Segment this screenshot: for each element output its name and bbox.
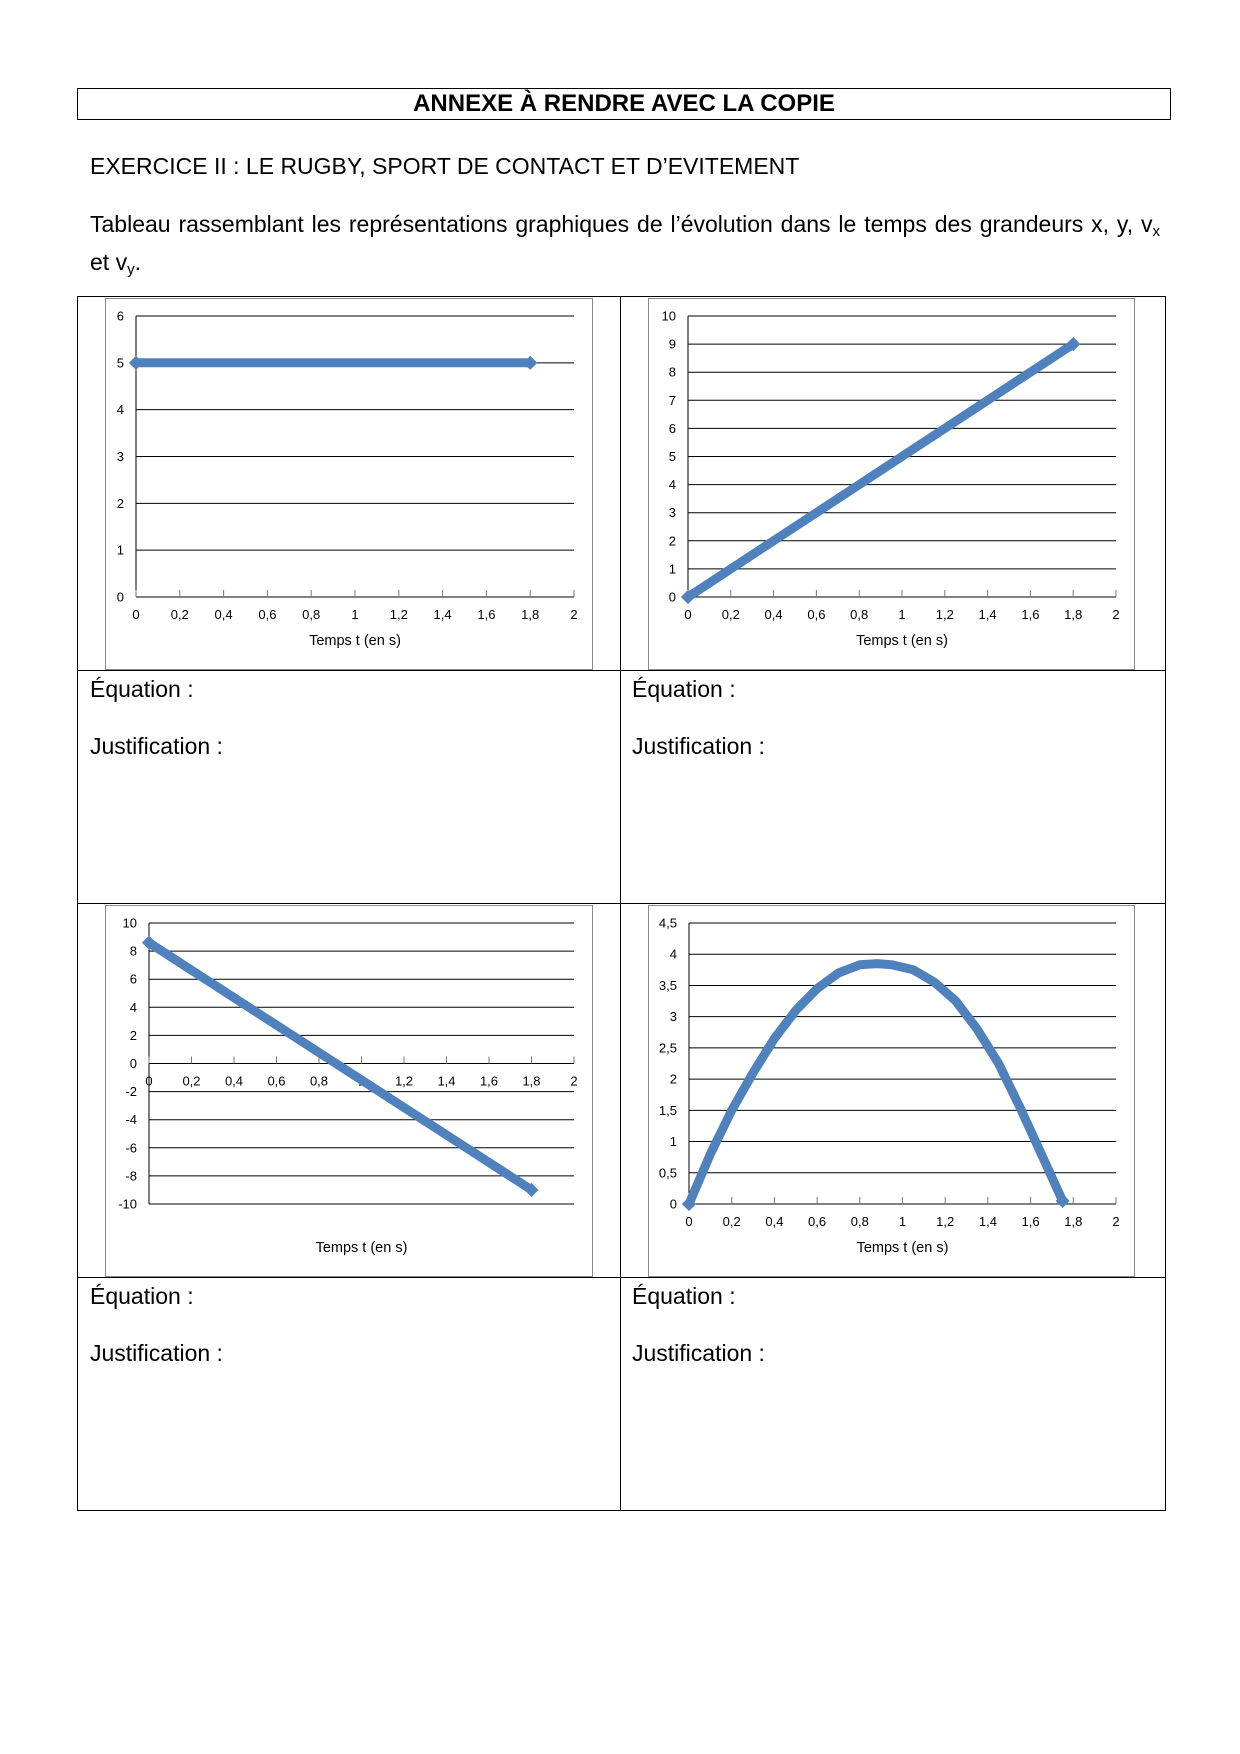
intro-sub-y: y	[127, 261, 135, 278]
x-tick-label: 0,2	[721, 607, 740, 622]
y-tick-label: 1	[669, 1134, 677, 1150]
y-tick-label: -2	[125, 1084, 137, 1100]
x-tick-label: 0	[685, 1214, 693, 1229]
y-tick-label: 6	[116, 308, 124, 324]
x-tick-label: 1	[898, 607, 906, 622]
x-tick-label: 0,8	[850, 607, 869, 622]
justification-label-4: Justification :	[632, 1340, 765, 1366]
justification-label-1: Justification :	[90, 733, 223, 759]
x-tick-label: 0,8	[309, 1073, 329, 1089]
x-tick-label: 1,8	[1064, 607, 1083, 622]
x-axis-title: Temps t (en s)	[309, 633, 401, 649]
x-tick-label: 0,8	[302, 607, 321, 622]
justification-label-3: Justification :	[90, 1340, 223, 1366]
table-border-top	[77, 296, 1166, 297]
x-tick-label: 1,2	[389, 607, 408, 622]
x-axis-title: Temps t (en s)	[315, 1240, 408, 1256]
y-tick-label: -10	[118, 1196, 137, 1212]
x-tick-label: 0,6	[258, 607, 277, 622]
y-tick-label: 2	[669, 1071, 677, 1087]
y-tick-label: 6	[129, 971, 137, 987]
y-tick-label: 10	[122, 915, 137, 931]
x-tick-label: 1,6	[477, 607, 496, 622]
x-tick-label: 1,2	[935, 607, 954, 622]
x-tick-label: 1,8	[521, 607, 540, 622]
y-tick-label: 0	[668, 589, 676, 605]
y-tick-label: 6	[668, 420, 676, 436]
y-tick-label: 8	[668, 364, 676, 380]
series-line	[689, 964, 1063, 1204]
y-tick-label: 4	[129, 999, 137, 1015]
table-border-bottom	[77, 1510, 1166, 1511]
y-tick-label: 3	[668, 505, 676, 521]
y-tick-label: 5	[668, 449, 676, 464]
y-tick-label: 3,5	[658, 977, 677, 993]
x-tick-label: 0,4	[214, 607, 233, 622]
x-tick-label: 1,4	[433, 607, 452, 622]
x-tick-label: 2	[570, 607, 578, 622]
annexe-title: ANNEXE À RENDRE AVEC LA COPIE	[77, 88, 1171, 120]
x-axis-title: Temps t (en s)	[856, 633, 948, 649]
equation-label-2: Équation :	[632, 676, 736, 702]
x-tick-label: 1	[357, 1073, 366, 1089]
equation-label-3: Équation :	[90, 1283, 194, 1309]
y-tick-label: 5	[116, 355, 124, 371]
series-line	[688, 344, 1073, 597]
y-tick-label: -8	[125, 1168, 137, 1184]
intro-text: Tableau rassemblant les représentations graphiques de l’évolution dans le temps des grandeurs x, y, v	[90, 211, 1153, 237]
y-tick-label: 2	[116, 495, 124, 511]
y-tick-label: 1,5	[658, 1102, 677, 1118]
y-tick-label: 10	[661, 308, 676, 324]
chart-4-height	[648, 905, 1135, 1277]
x-tick-label: 0,6	[267, 1073, 286, 1089]
intro-end: .	[134, 249, 141, 275]
x-tick-label: 1	[351, 607, 359, 622]
chart-1-x	[105, 298, 593, 670]
table-row-divider	[77, 903, 1166, 904]
data-point	[523, 356, 537, 370]
y-tick-label: 3	[116, 449, 124, 464]
x-tick-label: 0,6	[807, 607, 826, 622]
x-tick-label: 1,2	[936, 1214, 955, 1229]
x-tick-label: 2	[570, 1073, 578, 1089]
x-tick-label: 0,2	[182, 1073, 201, 1089]
intro-paragraph	[90, 209, 1160, 285]
x-tick-label: 0,2	[722, 1214, 741, 1229]
x-tick-label: 0,4	[764, 607, 783, 622]
x-tick-label: 1,6	[479, 1073, 499, 1089]
x-tick-label: 1	[898, 1214, 907, 1229]
chart-2-y	[648, 298, 1135, 670]
x-axis-title: Temps t (en s)	[856, 1240, 949, 1256]
x-tick-label: 1,4	[978, 607, 997, 622]
equation-label-4: Équation :	[632, 1283, 736, 1309]
y-tick-label: 9	[668, 336, 676, 352]
x-tick-label: 1,8	[522, 1073, 541, 1089]
data-point	[129, 356, 143, 370]
y-tick-label: 7	[668, 392, 676, 408]
y-tick-label: 0	[129, 1056, 137, 1071]
x-tick-label: 0,4	[224, 1073, 244, 1089]
y-tick-label: -6	[125, 1140, 137, 1156]
y-tick-label: 2	[129, 1027, 137, 1043]
y-tick-label: 0	[669, 1196, 677, 1212]
x-tick-label: 0,6	[808, 1214, 827, 1229]
y-tick-label: 8	[129, 943, 137, 959]
y-tick-label: 2	[668, 533, 676, 549]
table-column-divider	[620, 296, 621, 1511]
x-tick-label: 2	[1112, 1214, 1120, 1229]
y-tick-label: -4	[125, 1112, 137, 1128]
x-tick-label: 0	[145, 1073, 153, 1089]
justification-label-2: Justification :	[632, 733, 765, 759]
chart-3-vy	[105, 905, 593, 1277]
x-tick-label: 0,8	[850, 1214, 869, 1229]
table-border-right	[1165, 296, 1166, 1511]
y-tick-label: 4	[669, 946, 677, 962]
table-border-left	[77, 296, 78, 1511]
exercise-title: EXERCICE II : LE RUGBY, SPORT DE CONTACT ET D’EVITEMENT	[90, 153, 800, 179]
y-tick-label: 1	[116, 542, 124, 558]
x-tick-label: 1,6	[1021, 607, 1040, 622]
y-tick-label: 0,5	[658, 1165, 677, 1181]
x-tick-label: 1,4	[978, 1214, 997, 1229]
y-tick-label: 1	[668, 561, 676, 577]
x-tick-label: 0	[684, 607, 692, 622]
x-tick-label: 0,2	[170, 607, 189, 622]
x-tick-label: 1,2	[394, 1073, 414, 1089]
x-tick-label: 0,4	[765, 1214, 784, 1229]
y-tick-label: 4,5	[658, 915, 677, 931]
intro-sub-x: x	[1152, 223, 1160, 240]
x-tick-label: 0	[132, 607, 140, 622]
equation-label-1: Équation :	[90, 676, 194, 702]
x-tick-label: 1,4	[437, 1073, 456, 1089]
series-line	[149, 943, 532, 1190]
x-tick-label: 1,8	[1064, 1214, 1083, 1229]
y-tick-label: 4	[116, 402, 124, 418]
y-tick-label: 3	[669, 1009, 677, 1025]
x-tick-label: 1,6	[1021, 1214, 1040, 1229]
x-tick-label: 2	[1112, 607, 1120, 622]
y-tick-label: 0	[116, 589, 124, 605]
intro-mid: et v	[90, 249, 128, 275]
y-tick-label: 2,5	[658, 1040, 677, 1056]
y-tick-label: 4	[668, 477, 676, 493]
